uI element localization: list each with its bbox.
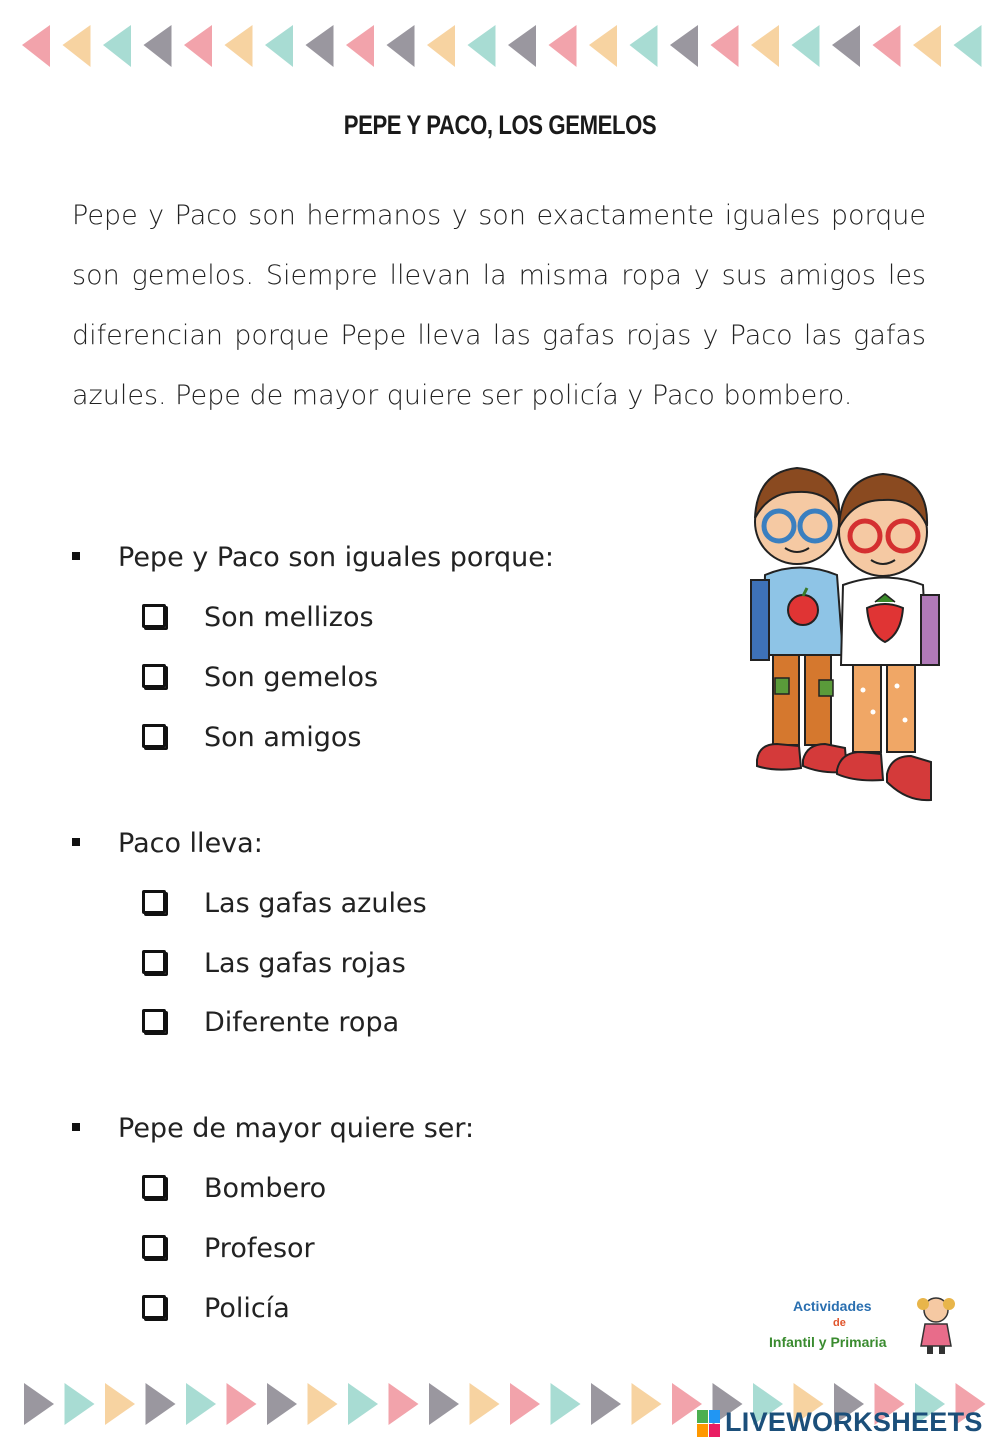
bunting-flag <box>387 25 415 67</box>
boy-red-glasses <box>837 474 939 800</box>
option-3-1[interactable] <box>142 1173 326 1204</box>
option-3-2[interactable] <box>142 1233 315 1264</box>
logo-line-1: Actividades <box>793 1298 872 1314</box>
bunting-flag <box>954 25 982 67</box>
logo-line-3: Infantil y Primaria <box>769 1334 887 1350</box>
option-label: Policía <box>204 1293 290 1324</box>
bunting-flag <box>265 25 293 67</box>
bunting-flag <box>308 1383 338 1425</box>
bunting-top <box>0 15 1000 75</box>
twins-illustration <box>745 450 940 810</box>
checkbox-icon[interactable] <box>142 724 166 748</box>
checkbox-icon[interactable] <box>142 664 166 688</box>
question-3-prompt: Pepe de mayor quiere ser: <box>118 1113 475 1144</box>
option-2-2[interactable] <box>142 948 406 979</box>
bunting-flag <box>306 25 334 67</box>
girl-mascot-icon <box>915 1294 957 1356</box>
bunting-flag <box>144 25 172 67</box>
option-label: Diferente ropa <box>204 1007 400 1038</box>
checkbox-icon[interactable] <box>142 1295 166 1319</box>
bunting-flag <box>184 25 212 67</box>
option-1-2[interactable] <box>142 662 378 693</box>
bunting-flag <box>470 1383 500 1425</box>
question-2-prompt: Paco lleva: <box>118 828 263 859</box>
option-label: Son mellizos <box>204 602 374 633</box>
option-label: Las gafas azules <box>204 888 427 919</box>
bunting-flag <box>751 25 779 67</box>
checkbox-icon[interactable] <box>142 1175 166 1199</box>
bunting-flag <box>792 25 820 67</box>
bunting-flag <box>551 1383 581 1425</box>
bunting-flag <box>389 1383 419 1425</box>
checkbox-icon[interactable] <box>142 890 166 914</box>
activities-logo <box>765 1292 965 1362</box>
option-2-1[interactable] <box>142 888 427 919</box>
bullet-icon <box>72 1123 80 1131</box>
option-3-3[interactable] <box>142 1293 290 1324</box>
bunting-flag <box>632 1383 662 1425</box>
bunting-flag <box>22 25 50 67</box>
bunting-flag <box>429 1383 459 1425</box>
bunting-flag <box>468 25 496 67</box>
page-title: PEPE Y PACO, LOS GEMELOS <box>343 110 657 140</box>
checkbox-icon[interactable] <box>142 950 166 974</box>
checkbox-icon[interactable] <box>142 1235 166 1259</box>
bunting-flag <box>65 1383 95 1425</box>
option-2-3[interactable] <box>142 1007 399 1038</box>
option-label: Profesor <box>204 1233 315 1264</box>
bunting-flag <box>591 1383 621 1425</box>
bullet-icon <box>72 838 80 846</box>
bunting-flag <box>508 25 536 67</box>
bunting-flag <box>510 1383 540 1425</box>
bunting-flag <box>105 1383 135 1425</box>
bunting-flag <box>549 25 577 67</box>
option-label: Bombero <box>204 1173 327 1204</box>
option-label: Las gafas rojas <box>204 948 406 979</box>
bunting-flag <box>873 25 901 67</box>
option-label: Son gemelos <box>204 662 379 693</box>
live-badge-icon <box>697 1410 721 1438</box>
bunting-flag <box>63 25 91 67</box>
bunting-flag <box>267 1383 297 1425</box>
option-label: Son amigos <box>204 722 362 753</box>
bunting-flag <box>24 1383 54 1425</box>
bunting-flag <box>427 25 455 67</box>
bunting-flag <box>227 1383 257 1425</box>
boy-blue-glasses <box>751 468 847 772</box>
checkbox-icon[interactable] <box>142 1009 166 1033</box>
bunting-flag <box>630 25 658 67</box>
watermark-text: LIVEWORKSHEETS <box>725 1407 983 1437</box>
bunting-flag <box>146 1383 176 1425</box>
bunting-flag <box>832 25 860 67</box>
question-1-prompt: Pepe y Paco son iguales porque: <box>118 542 554 573</box>
bunting-flag <box>348 1383 378 1425</box>
bunting-flag <box>225 25 253 67</box>
bullet-icon <box>72 552 80 560</box>
bunting-flag <box>670 25 698 67</box>
bunting-flag <box>103 25 131 67</box>
bunting-flag <box>186 1383 216 1425</box>
logo-line-2: de <box>833 1317 846 1329</box>
question-2 <box>72 828 263 859</box>
bunting-flag <box>346 25 374 67</box>
bunting-flag <box>913 25 941 67</box>
story-paragraph: Pepe y Paco son hermanos y son exactamente iguales porque son gemelos. Siempre llevan la misma ropa y sus amigos les diferencian porque Pepe lleva las gafas rojas y Paco las gafas azules. Pepe de mayor quiere ser policía y Paco bombero. <box>72 200 926 411</box>
question-3 <box>72 1113 474 1144</box>
liveworksheets-watermark <box>697 1405 997 1441</box>
checkbox-icon[interactable] <box>142 604 166 628</box>
question-1 <box>72 542 554 573</box>
option-1-3[interactable] <box>142 722 361 753</box>
bunting-flag <box>711 25 739 67</box>
option-1-1[interactable] <box>142 602 374 633</box>
bunting-flag <box>589 25 617 67</box>
